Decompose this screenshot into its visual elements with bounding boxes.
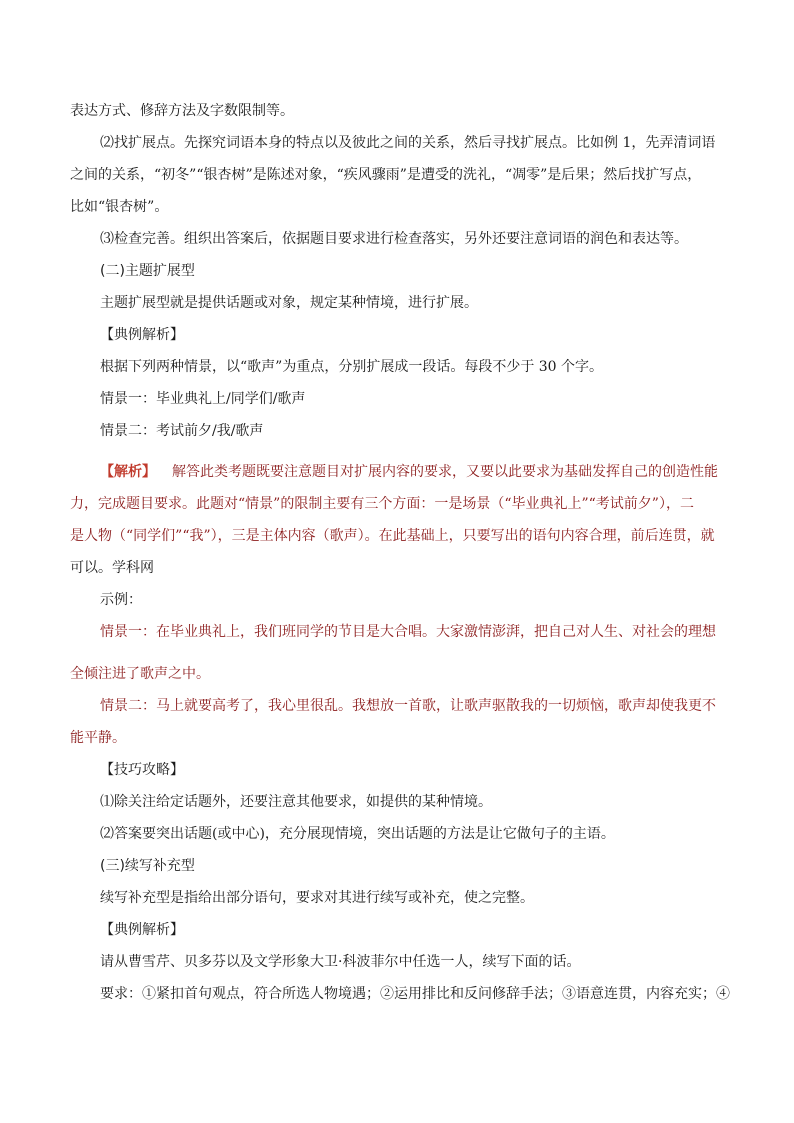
paragraph-line: 续写补充型是指给出部分语句，要求对其进行续写或补充，使之完整。 bbox=[100, 890, 534, 906]
paragraph-line: ⑶检查完善。组织出答案后，依据题目要求进行检查落实，另外还要注意词语的润色和表达等。 bbox=[100, 231, 688, 247]
question-line: 请从曹雪芹、贝多芬以及文学形象大卫·科波菲尔中任选一人，续写下面的话。 bbox=[100, 954, 581, 970]
example-heading: 【典例解析】 bbox=[100, 922, 184, 938]
example-answer-line: 能平静。 bbox=[70, 730, 126, 746]
analysis-line: 可以。学科网 bbox=[70, 560, 154, 576]
analysis-line: 是人物（“同学们”“我”），三是主体内容（歌声）。在此基础上，只要写出的语句内容合理，前后连贯，就 bbox=[70, 528, 715, 544]
example-heading: 【典例解析】 bbox=[100, 327, 184, 343]
example-answer-line: 情景一：在毕业典礼上，我们班同学的节目是大合唱。大家激情澎湃，把自己对人生、对社会的理想 bbox=[100, 624, 716, 640]
tip-line: ⑴除关注给定话题外，还要注意其他要求，如提供的某种情境。 bbox=[100, 794, 492, 810]
requirement-line: 要求：①紧扣首句观点，符合所选人物境遇；②运用排比和反问修辞手法；③语意连贯，内容充实；④ bbox=[100, 986, 730, 1002]
example-answer-line: 全倾注进了歌声之中。 bbox=[70, 666, 210, 682]
scenario-line: 情景二：考试前夕/我/歌声 bbox=[100, 423, 264, 439]
section-heading: (三)续写补充型 bbox=[100, 858, 195, 874]
paragraph-line: ⑵找扩展点。先探究词语本身的特点以及彼此之间的关系，然后寻找扩展点。比如例 1，先弄清词语 bbox=[100, 135, 716, 151]
analysis-line bbox=[100, 462, 718, 482]
paragraph-line: 比如“银杏树”。 bbox=[70, 199, 169, 215]
analysis-line: 力，完成题目要求。此题对“情景”的限制主要有三个方面：一是场景（“毕业典礼上”“考试前夕”），二 bbox=[70, 496, 694, 512]
paragraph-line: 表达方式、修辞方法及字数限制等。 bbox=[70, 103, 294, 119]
example-label: 示例： bbox=[100, 592, 142, 608]
scenario-line: 情景一：毕业典礼上/同学们/歌声 bbox=[100, 391, 306, 407]
paragraph-line: 之间的关系，“初冬”“银杏树”是陈述对象，“疾风骤雨”是遭受的洗礼，“凋零”是后果；然后找扩写点， bbox=[70, 167, 702, 183]
section-heading: (二)主题扩展型 bbox=[100, 263, 195, 279]
question-line: 根据下列两种情景，以“歌声”为重点，分别扩展成一段话。每段不少于 30 个字。 bbox=[100, 359, 604, 375]
example-answer-line: 情景二：马上就要高考了，我心里很乱。我想放一首歌，让歌声驱散我的一切烦恼，歌声却使我更不 bbox=[100, 698, 716, 714]
analysis-tag: 【解析】 bbox=[100, 464, 156, 480]
analysis-text: 解答此类考题既要注意题目对扩展内容的要求，又要以此要求为基础发挥自己的创造性能 bbox=[172, 464, 718, 480]
tips-heading: 【技巧攻略】 bbox=[100, 762, 184, 778]
paragraph-line: 主题扩展型就是提供话题或对象，规定某种情境，进行扩展。 bbox=[100, 295, 478, 311]
tip-line: ⑵答案要突出话题(或中心)，充分展现情境，突出话题的方法是让它做句子的主语。 bbox=[100, 826, 615, 842]
